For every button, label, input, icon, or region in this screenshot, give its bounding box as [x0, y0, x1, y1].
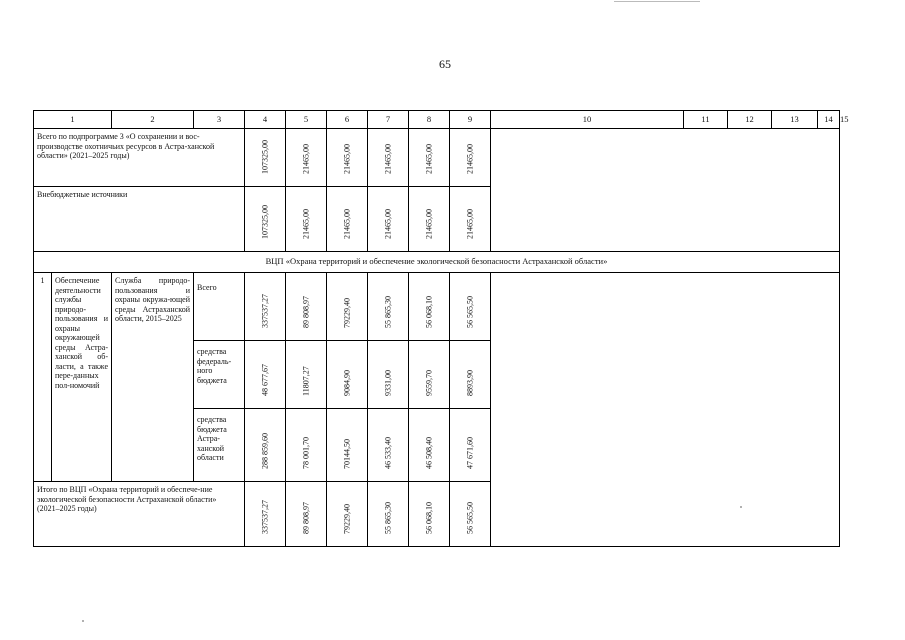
empty-block [491, 273, 840, 547]
cell-value [286, 273, 327, 341]
item-name: Обеспечение деятельности службы природо-пользования и охраны окружающей среды Астра-ханской об-ласти, а также пере-данных пол-номочий [52, 273, 112, 482]
value-text: 9559,70 [424, 369, 434, 396]
cell-value [368, 273, 409, 341]
value-text: 107325,00 [260, 204, 270, 239]
cell-value [450, 273, 491, 341]
cell-value [286, 482, 327, 547]
col-header-1: 1 [34, 111, 112, 129]
value-text: 56 565,50 [465, 295, 475, 328]
value-text: 11807,27 [301, 365, 311, 396]
source-label: средства федераль-ного бюджета [194, 341, 245, 409]
col-header-8: 8 [409, 111, 450, 129]
table-row [34, 129, 840, 187]
value-text: 9084,90 [342, 369, 352, 396]
cell-value [245, 187, 286, 252]
col-header-12: 12 [728, 111, 772, 129]
table-row [34, 273, 840, 341]
cell-value [286, 409, 327, 482]
col-header-2: 2 [112, 111, 194, 129]
col-header-9: 9 [450, 111, 491, 129]
item-executor: Служба природо-пользования и охраны окружа-ющей среды Астраханской области, 2015–2025 [112, 273, 194, 482]
cell-value [245, 341, 286, 409]
col-header-7: 7 [368, 111, 409, 129]
cell-value [409, 273, 450, 341]
col-header-11: 11 [684, 111, 728, 129]
cell-value [450, 409, 491, 482]
value-text: 78 001,70 [301, 436, 311, 469]
value-text: 55 865,30 [383, 501, 393, 534]
cell-value [368, 482, 409, 547]
cell-value [286, 187, 327, 252]
col-header-5: 5 [286, 111, 327, 129]
value-text: 47 671,60 [465, 436, 475, 469]
value-text: 55 865,30 [383, 295, 393, 328]
value-text: 79229,40 [342, 503, 352, 534]
value-text: 70144,50 [342, 438, 352, 469]
value-text: 21465,00 [424, 208, 434, 239]
value-text: 9331,00 [383, 369, 393, 396]
cell-value [450, 187, 491, 252]
cell-value [409, 187, 450, 252]
value-text: 21465,00 [342, 208, 352, 239]
value-text: 288 859,60 [260, 432, 270, 469]
value-text: 8893,90 [465, 369, 475, 396]
cell-value [245, 409, 286, 482]
cell-value [327, 187, 368, 252]
cell-value [450, 129, 491, 187]
col-header-14: 14 [818, 111, 840, 129]
value-text: 21465,00 [383, 143, 393, 174]
cell-value [327, 129, 368, 187]
cell-value [286, 341, 327, 409]
col-header-10: 10 [491, 111, 684, 129]
col-header-3: 3 [194, 111, 245, 129]
cell-value [327, 341, 368, 409]
value-text: 79229,40 [342, 297, 352, 328]
cell-value [368, 129, 409, 187]
col-header-6: 6 [327, 111, 368, 129]
value-text: 89 808,97 [301, 501, 311, 534]
value-text: 21465,00 [342, 143, 352, 174]
empty-block [491, 129, 840, 252]
cell-value [327, 409, 368, 482]
source-label: средства бюджета Астра-ханской области [194, 409, 245, 482]
value-text: 21465,00 [383, 208, 393, 239]
value-text: 21465,00 [465, 143, 475, 174]
value-text: 89 808,97 [301, 295, 311, 328]
section-title-row [34, 252, 840, 273]
cell-value [450, 482, 491, 547]
value-text: 21465,00 [301, 143, 311, 174]
value-text: 46 508,40 [424, 436, 434, 469]
scan-speck [82, 620, 84, 622]
cell-value [450, 341, 491, 409]
page-number: 65 [439, 57, 451, 71]
cell-value [368, 409, 409, 482]
budget-table [33, 110, 849, 547]
value-text: 21465,00 [465, 208, 475, 239]
item-number: 1 [34, 273, 52, 482]
value-text: 56 068,10 [424, 295, 434, 328]
cell-value [368, 341, 409, 409]
value-text: 56 565,50 [465, 501, 475, 534]
top-edge-mark [614, 0, 700, 2]
source-label: Всего [194, 273, 245, 341]
cell-value [409, 129, 450, 187]
value-text: 21465,00 [424, 143, 434, 174]
cell-value [368, 187, 409, 252]
col-header-13: 13 [772, 111, 818, 129]
value-text: 337537,27 [260, 499, 270, 534]
value-text: 21465,00 [301, 208, 311, 239]
col-header-4: 4 [245, 111, 286, 129]
scan-speck [740, 506, 742, 508]
value-text: 56 068,10 [424, 501, 434, 534]
cell-value [245, 482, 286, 547]
row-label-total-sub3: Всего по подпрограмме 3 «О сохранении и вос-производстве охотничьих ресурсов в Астра-ханской области» (2021–2025 годы) [34, 129, 245, 187]
cell-value [327, 482, 368, 547]
cell-value [327, 273, 368, 341]
row-label-total-vcp: Итого по ВЦП «Охрана территорий и обеспече-ние экологической безопасности Астраханской области» (2021–2025 годы) [34, 482, 245, 547]
value-text: 46 533,40 [383, 436, 393, 469]
cell-value [409, 341, 450, 409]
cell-value [245, 129, 286, 187]
header-row: 1 2 3 4 5 6 7 8 9 10 11 12 13 14 15 [34, 111, 840, 129]
row-label-extrabudget: Внебюджетные источники [34, 187, 245, 252]
cell-value [286, 129, 327, 187]
cell-value [245, 273, 286, 341]
value-text: 48 677,67 [260, 363, 270, 396]
value-text: 107325,00 [260, 139, 270, 174]
cell-value [409, 482, 450, 547]
cell-value [409, 409, 450, 482]
value-text: 337537,27 [260, 293, 270, 328]
vcp-title: ВЦП «Охрана территорий и обеспечение экологической безопасности Астраханской области» [34, 252, 840, 273]
